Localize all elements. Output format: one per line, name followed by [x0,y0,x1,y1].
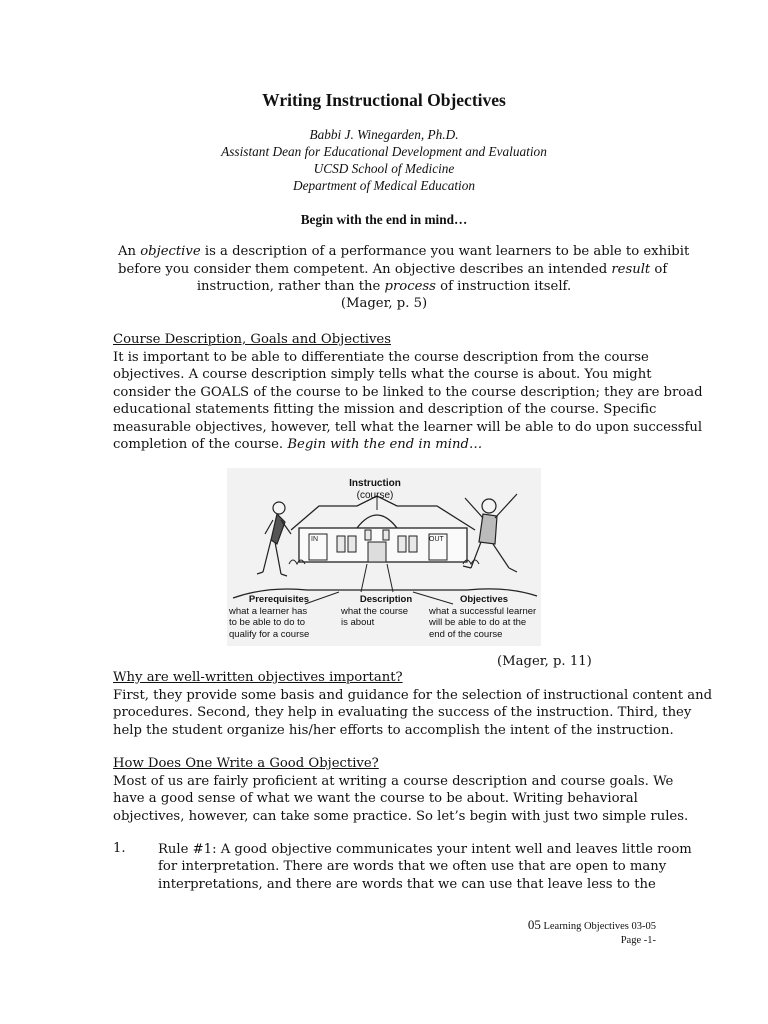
section-how-to-write-body [113,773,689,825]
rule-line: Rule #1: A good objective communicates your intent well and leaves little room [158,842,692,857]
paragraph-text: completion of the course. [113,437,288,453]
author-position: Assistant Dean for Educational Development and Evaluation [221,144,547,159]
figure-caption-line: qualify for a course [229,628,310,640]
figure-caption-line: will be able to do at the [429,617,527,628]
rule-line: for interpretation. There are words that we often use that are open to many [158,859,667,875]
definition-text: of instruction itself. [435,279,572,294]
page-footer [528,918,656,948]
footer-code: 05 [527,917,541,932]
definition-text: before you consider them competent. An objective describes an intended [118,261,612,277]
figure-description [341,594,431,629]
section-course-description-body [113,349,703,453]
figure-caption-line: what the course [341,605,409,617]
rule-number: 1. [113,841,126,856]
paragraph-line: consider the GOALS of the course to be linked to the course description; they are broad [113,384,703,400]
rule-line: interpretations, and there are words that we can use that leave less to the [158,876,656,892]
figure-instruction-label: Instruction [349,478,401,489]
figure-caption-line: to be able to do to [229,617,306,628]
rule-1-text [158,841,692,893]
paragraph-line: objectives, however, can take some practice. So let’s begin with just two simple rules. [113,808,689,824]
definition-text: An [118,244,141,259]
section-heading-why-objectives: Why are well-written objectives important? [113,670,403,685]
figure-caption-line: end of the course [429,628,503,640]
section-heading-how-to-write: How Does One Write a Good Objective? [113,756,379,771]
paragraph-line: It is important to be able to differentiate the course description from the course [113,350,649,365]
definition-text: is a description of a performance you want learners to be able to exhibit [200,244,690,259]
objectives-heading: Objectives [459,594,509,605]
author-block [0,126,768,194]
footer-label: Learning Objectives 03-05 [540,921,656,932]
learner-entering-figure [257,502,291,576]
figure-title [345,478,405,502]
definition-text: of [650,261,668,277]
prerequisites-heading: Prerequisites [248,594,310,605]
author-department: Department of Medical Education [292,178,476,193]
figure-prerequisites [229,594,329,640]
figure-objectives [429,594,539,640]
document-title: Writing Instructional Objectives [262,90,506,110]
paragraph-emphasis: Begin with the end in mind… [287,437,483,453]
objective-definition [118,243,690,296]
citation-mager-p5: (Mager, p. 5) [340,296,428,311]
paragraph-line: have a good sense of what we want the course to be about. Writing behavioral [113,791,638,807]
paragraph-line: measurable objectives, however, tell what the learner will be able to do upon successful [113,419,703,435]
learner-exiting-figure [463,494,517,572]
paragraph-line: First, they provide some basis and guidance for the selection of instructional content and [113,688,713,703]
paragraph-line: help the student organize his/her efforts to accomplish the intent of the instruction. [113,722,674,738]
author-name: Babbi J. Winegarden, Ph.D. [309,127,459,142]
tagline: Begin with the end in mind… [300,212,468,227]
figure-caption-line: what a learner has [229,605,308,617]
page-number: Page -1- [620,935,656,946]
section-heading-course-description: Course Description, Goals and Objectives [113,332,391,347]
paragraph-line: procedures. Second, they help in evaluating the success of the instruction. Third, they [113,705,692,721]
figure-caption-line: is about [341,617,375,628]
figure-caption-line: what a successful learner [429,605,537,617]
paragraph-line: objectives. A course description simply tells what the course is about. You might [113,367,652,383]
paragraph-line: educational statements fitting the mission and description of the course. Specific [113,402,657,418]
door-out-label: OUT [429,536,444,543]
paragraph-line: Most of us are fairly proficient at writing a course description and course goals. We [113,774,674,789]
door-in-label: IN [311,536,318,543]
instruction-diagram [227,468,541,646]
section-why-objectives-body [113,687,713,739]
definition-emphasis: process [384,279,436,294]
definition-emphasis: objective [140,244,201,259]
paragraph-line [113,436,658,453]
description-heading: Description [359,594,413,605]
definition-text: instruction, rather than the [196,279,385,294]
definition-emphasis: result [611,261,651,277]
citation-mager-p11: (Mager, p. 11) [497,654,592,669]
author-school: UCSD School of Medicine [313,161,455,176]
figure-course-label: (course) [356,490,394,501]
